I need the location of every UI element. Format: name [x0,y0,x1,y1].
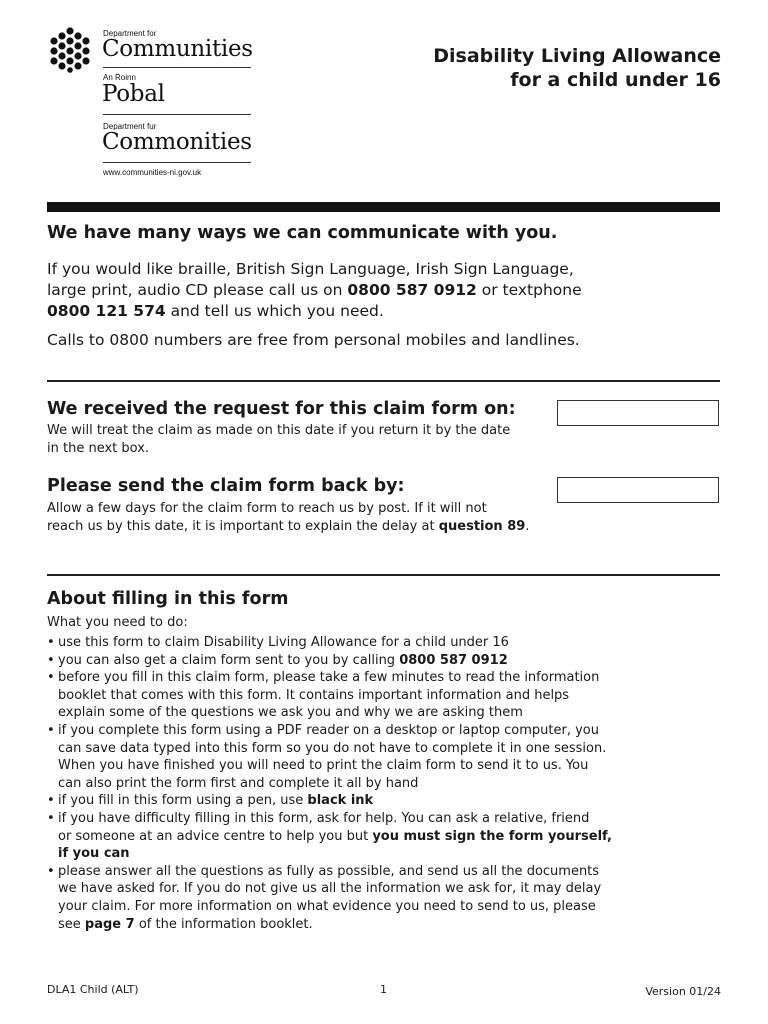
sendback-line: Allow a few days for the claim form to reach us by post. If it will not [47,501,487,516]
list-item [47,652,720,670]
about-heading: About filling in this form [47,589,289,609]
dept3-small-label: Department fur [103,122,157,131]
sendback-line [47,518,552,536]
dept2-small-label: An Roinn [103,73,136,82]
page-number: 1 [380,983,387,996]
phone-number: 0800 587 0912 [347,281,477,299]
hexagon-cluster-logo-icon [47,27,93,73]
sendback-heading: Please send the claim form back by: [47,476,405,496]
text: • if you have difficulty filling in this form, ask for help. You can ask a relative, friend [58,810,590,826]
form-code: DLA1 Child (ALT) [47,983,139,996]
logo-divider [103,162,251,163]
section-divider [47,380,720,382]
black-ink-emphasis: black ink [307,793,374,809]
list-item [47,722,720,792]
question-ref: question 89 [438,518,526,534]
website-link[interactable]: www.communities-ni.gov.uk [103,168,202,177]
version-label: Version 01/24 [645,985,721,998]
communicate-heading: We have many ways we can communicate with you. [47,223,558,243]
free-calls-note: Calls to 0800 numbers are free from personal mobiles and landlines. [47,331,580,349]
text: or textphone [476,281,582,299]
list-item [47,810,720,863]
title-line-1: Disability Living Allowance [433,45,721,67]
text: • please answer all the questions as fully as possible, and send us all the documents [58,863,600,879]
text: of the information booklet. [134,916,313,932]
text: • before you fill in this claim form, please take a few minutes to read the information [58,670,600,686]
header-band [47,202,720,212]
text [58,916,720,934]
logo-divider [103,114,251,115]
text: see [58,916,85,932]
text: reach us by this date, it is important to explain the delay at [47,518,439,534]
received-heading: We received the request for this claim form on: [47,399,516,419]
text [58,828,720,846]
text: use this form to claim Disability Living Allowance for a child under 16 [58,635,509,650]
list-item [47,792,720,810]
dept1-name: Communities [102,36,253,62]
about-intro: What you need to do: [47,615,188,630]
text: large print, audio CD please call us on [47,281,348,299]
list-item [47,634,720,652]
text: explain some of the questions we ask you and why we are asking them [58,705,523,721]
instructions-list [47,634,720,933]
page-ref: page 7 [84,916,135,932]
text: booklet that comes with this form. It contains important information and helps [58,687,570,703]
received-description [47,422,547,457]
communicate-line [47,280,720,301]
text: can also print the form first and complete it all by hand [58,775,419,791]
text: we have asked for. If you do not give us all the information we ask for, it may delay [58,881,602,897]
dept1-small-label: Department for [103,29,157,38]
list-item [47,669,720,722]
dept3-name: Commonities [102,129,252,155]
communicate-line [47,301,720,322]
text: or someone at an advice centre to help you but [58,828,373,844]
received-line: in the next box. [47,440,150,456]
section-divider [47,574,720,576]
text: . [525,518,530,534]
text: and tell us which you need. [165,302,384,320]
sendback-date-field[interactable] [557,477,719,503]
sendback-description [47,500,552,535]
received-line: We will treat the claim as made on this date if you return it by the date [47,423,511,438]
document-title [433,44,721,92]
text: if you fill in this form using a pen, use [58,793,308,809]
sign-emphasis: if you can [58,846,130,862]
text: your claim. For more information on what evidence you need to send to us, please [58,898,596,914]
dept2-name: Pobal [102,81,165,107]
list-item [47,863,720,933]
phone-number: 0800 587 0912 [399,652,508,668]
logo-divider [103,67,251,68]
text: you can also get a claim form sent to you by calling [58,652,400,668]
received-date-field[interactable] [557,400,719,426]
communicate-line: If you would like braille, British Sign Language, Irish Sign Language, [47,260,574,278]
title-line-2: for a child under 16 [510,69,721,91]
communicate-paragraph [47,259,720,322]
sign-emphasis: you must sign the form yourself, [372,828,612,844]
text: can save data typed into this form so you do not have to complete it in one session. [58,740,607,756]
text: • if you complete this form using a PDF reader on a desktop or laptop computer, you [58,722,599,738]
text [58,845,720,863]
text: When you have finished you will need to print the claim form to send it to us. You [58,758,589,774]
textphone-number: 0800 121 574 [47,302,166,320]
